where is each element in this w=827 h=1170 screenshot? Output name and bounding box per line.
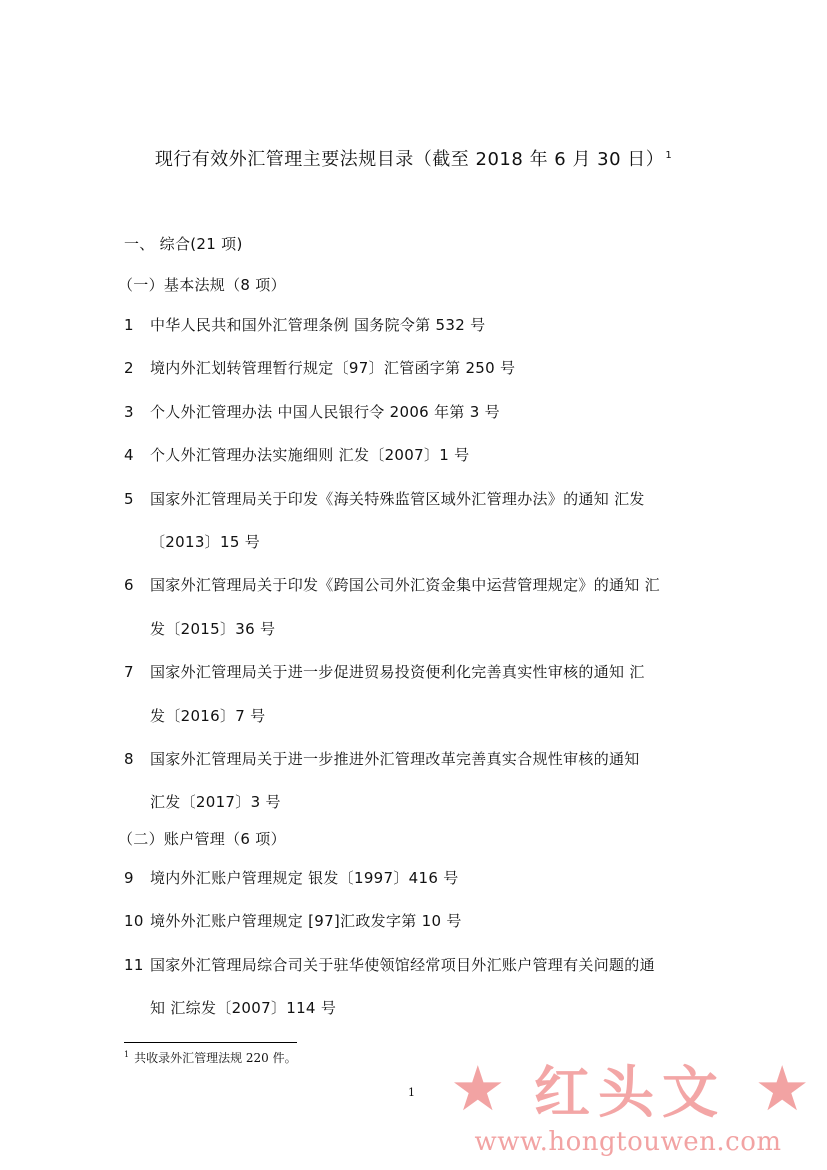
section-heading: 一、 综合(21 项)	[124, 235, 243, 253]
item-continuation: 发〔2015〕36 号	[150, 620, 276, 638]
item-number: 6	[124, 576, 134, 594]
list-item	[124, 954, 655, 975]
item-number: 9	[124, 869, 134, 887]
subsection-heading: （一）基本法规（8 项）	[118, 276, 286, 294]
item-number: 5	[124, 490, 134, 508]
item-text: 个人外汇管理办法实施细则 汇发〔2007〕1 号	[150, 446, 470, 464]
item-text: 境内外汇划转管理暂行规定〔97〕汇管函字第 250 号	[150, 359, 516, 377]
star-icon: ★	[450, 1052, 506, 1125]
item-text: 国家外汇管理局关于进一步推进外汇管理改革完善真实合规性审核的通知	[150, 750, 640, 768]
item-text: 中华人民共和国外汇管理条例 国务院令第 532 号	[150, 316, 486, 334]
title-footnote-mark: 1	[665, 150, 673, 161]
footnote-text: 共收录外汇管理法规 220 件。	[134, 1051, 297, 1065]
list-item	[124, 444, 469, 465]
watermark	[450, 1050, 810, 1128]
item-number: 2	[124, 359, 134, 377]
list-item	[124, 488, 645, 509]
list-item	[124, 748, 640, 769]
watermark-url: www.hongtouwen.com	[474, 1127, 782, 1157]
item-text: 国家外汇管理局关于印发《跨国公司外汇资金集中运营管理规定》的通知 汇	[150, 576, 660, 594]
subsection-heading: （二）账户管理（6 项）	[118, 830, 286, 848]
footnote	[124, 1049, 297, 1066]
list-item	[124, 574, 660, 595]
list-item	[124, 867, 459, 888]
footnote-rule	[124, 1042, 297, 1043]
list-item	[124, 401, 500, 422]
item-number: 11	[124, 956, 144, 974]
watermark-text: 红头文	[534, 1060, 726, 1126]
list-item	[124, 910, 462, 931]
item-number: 1	[124, 316, 134, 334]
item-number: 8	[124, 750, 134, 768]
item-continuation: 发〔2016〕7 号	[150, 707, 266, 725]
item-continuation: 〔2013〕15 号	[150, 533, 261, 551]
star-icon: ★	[754, 1052, 810, 1125]
item-continuation: 汇发〔2017〕3 号	[150, 793, 281, 811]
item-number: 4	[124, 446, 134, 464]
footnote-mark: 1	[124, 1050, 130, 1059]
item-text: 境内外汇账户管理规定 银发〔1997〕416 号	[150, 869, 459, 887]
item-text: 国家外汇管理局关于进一步促进贸易投资便利化完善真实性审核的通知 汇	[150, 663, 645, 681]
item-text: 个人外汇管理办法 中国人民银行令 2006 年第 3 号	[150, 403, 500, 421]
list-item	[124, 661, 645, 682]
list-item	[124, 314, 485, 335]
item-text: 境外外汇账户管理规定 [97]汇政发字第 10 号	[150, 912, 462, 930]
item-continuation: 知 汇综发〔2007〕114 号	[150, 999, 337, 1017]
item-number: 3	[124, 403, 134, 421]
item-text: 国家外汇管理局关于印发《海关特殊监管区域外汇管理办法》的通知 汇发	[150, 490, 645, 508]
page-number: 1	[408, 1086, 415, 1099]
item-number: 10	[124, 912, 144, 930]
item-text: 国家外汇管理局综合司关于驻华使领馆经常项目外汇账户管理有关问题的通	[150, 956, 655, 974]
page-title: 现行有效外汇管理主要法规目录（截至 2018 年 6 月 30 日）$^1$	[154, 149, 673, 170]
item-number: 7	[124, 663, 134, 681]
list-item	[124, 357, 515, 378]
